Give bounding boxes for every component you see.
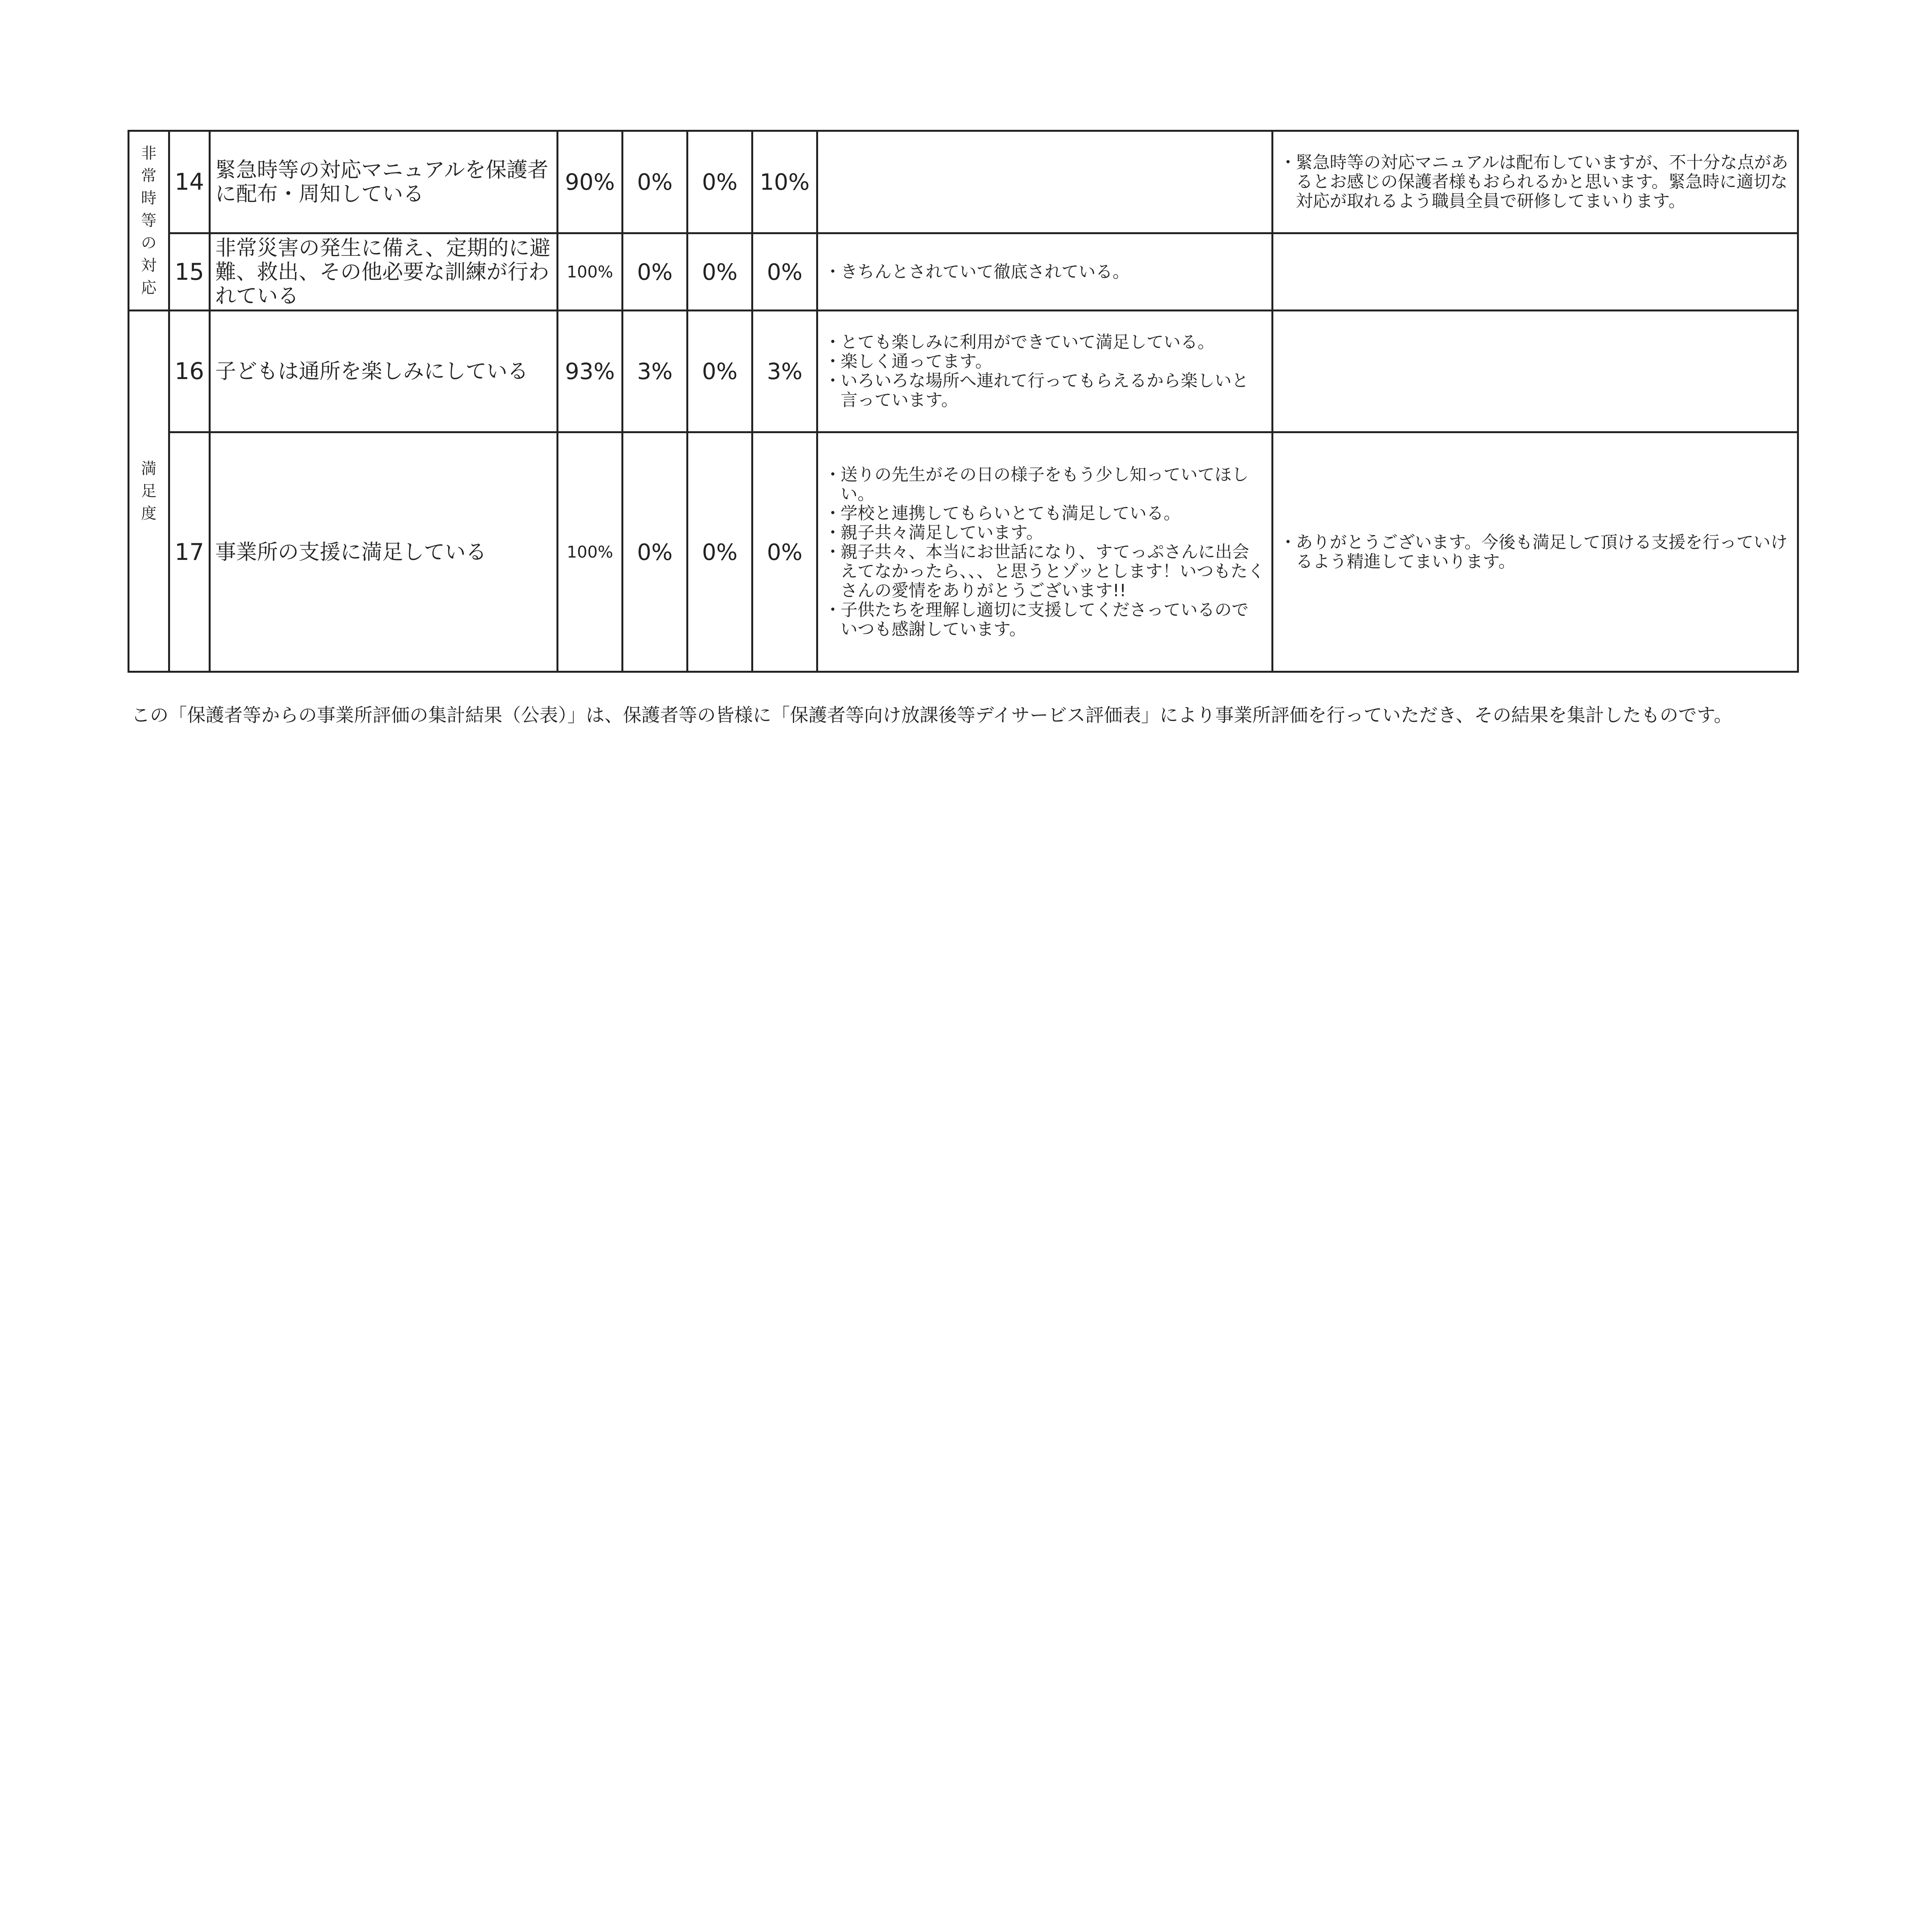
question-text: 子どもは通所を楽しみにしている: [210, 311, 558, 432]
pct-no: 0%: [687, 311, 752, 432]
table-row: [129, 311, 1798, 432]
comment-item: ・ とても楽しみに利用ができていて満足している。: [824, 333, 1265, 352]
question-text: 非常災害の発生に備え、定期的に避難、救出、その他必要な訓練が行われている: [210, 233, 558, 311]
comment-item: ・ 緊急時等の対応マニュアルは配布していますが、不十分な点があるとお感じの保護者様もおられるかと思います。緊急時に適切な対応が取れるよう職員全員で研修してまいります。: [1280, 153, 1791, 211]
pct-no: 0%: [687, 131, 752, 233]
facility-comments: [1273, 311, 1798, 432]
parent-comments: [817, 311, 1273, 432]
pct-unknown: 0%: [752, 233, 817, 311]
pct-yes: 90%: [558, 131, 623, 233]
comment-item: ・ きちんとされていて徹底されている。: [824, 262, 1265, 282]
comment-item: ・ 親子共々、本当にお世話になり、すてっぷさんに出会えてなかったら、、、と思うとゾッとします！いつもたくさんの愛情をありがとうございます!!: [824, 543, 1265, 600]
item-number: 14: [169, 131, 210, 233]
pct-yes: 93%: [558, 311, 623, 432]
pct-neutral: 3%: [623, 311, 687, 432]
pct-neutral: 0%: [623, 432, 687, 672]
comment-item: ・ 親子共々満足しています。: [824, 523, 1265, 543]
pct-neutral: 0%: [623, 131, 687, 233]
facility-comments: [1273, 233, 1798, 311]
facility-comments: [1273, 131, 1798, 233]
pct-yes: 100%: [558, 233, 623, 311]
pct-neutral: 0%: [623, 233, 687, 311]
category-satisfaction: 満 足 度: [129, 311, 169, 672]
item-number: 17: [169, 432, 210, 672]
question-text: 緊急時等の対応マニュアルを保護者に配布・周知している: [210, 131, 558, 233]
parent-comments: [817, 233, 1273, 311]
table-row: [129, 131, 1798, 233]
parent-comments: [817, 432, 1273, 672]
table-row: [129, 432, 1798, 672]
pct-unknown: 0%: [752, 432, 817, 672]
table-row: [129, 233, 1798, 311]
pct-unknown: 10%: [752, 131, 817, 233]
category-emergency: 非 常 時 等 の 対 応: [129, 131, 169, 311]
comment-item: ・ 送りの先生がその日の様子をもう少し知っていてほしい。: [824, 465, 1265, 504]
comment-item: ・ いろいろな場所へ連れて行ってもらえるから楽しいと言っています。: [824, 371, 1265, 410]
comment-item: ・ 楽しく通ってます。: [824, 352, 1265, 371]
pct-yes: 100%: [558, 432, 623, 672]
comment-item: ・ 子供たちを理解し適切に支援してくださっているのでいつも感謝しています。: [824, 600, 1265, 639]
evaluation-table: [128, 130, 1799, 673]
comment-item: ・ 学校と連携してもらいとても満足している。: [824, 504, 1265, 523]
footnote: この「保護者等からの事業所評価の集計結果（公表）」は、保護者等の皆様に「保護者等向け放課後等デイサービス評価表」により事業所評価を行っていただき、その結果を集計したものです。: [131, 704, 1732, 726]
pct-no: 0%: [687, 432, 752, 672]
comment-item: ・ ありがとうございます。今後も満足して頂ける支援を行っていけるよう精進してまいります。: [1280, 533, 1791, 571]
parent-comments: [817, 131, 1273, 233]
pct-unknown: 3%: [752, 311, 817, 432]
question-text: 事業所の支援に満足している: [210, 432, 558, 672]
pct-no: 0%: [687, 233, 752, 311]
item-number: 16: [169, 311, 210, 432]
facility-comments: [1273, 432, 1798, 672]
item-number: 15: [169, 233, 210, 311]
